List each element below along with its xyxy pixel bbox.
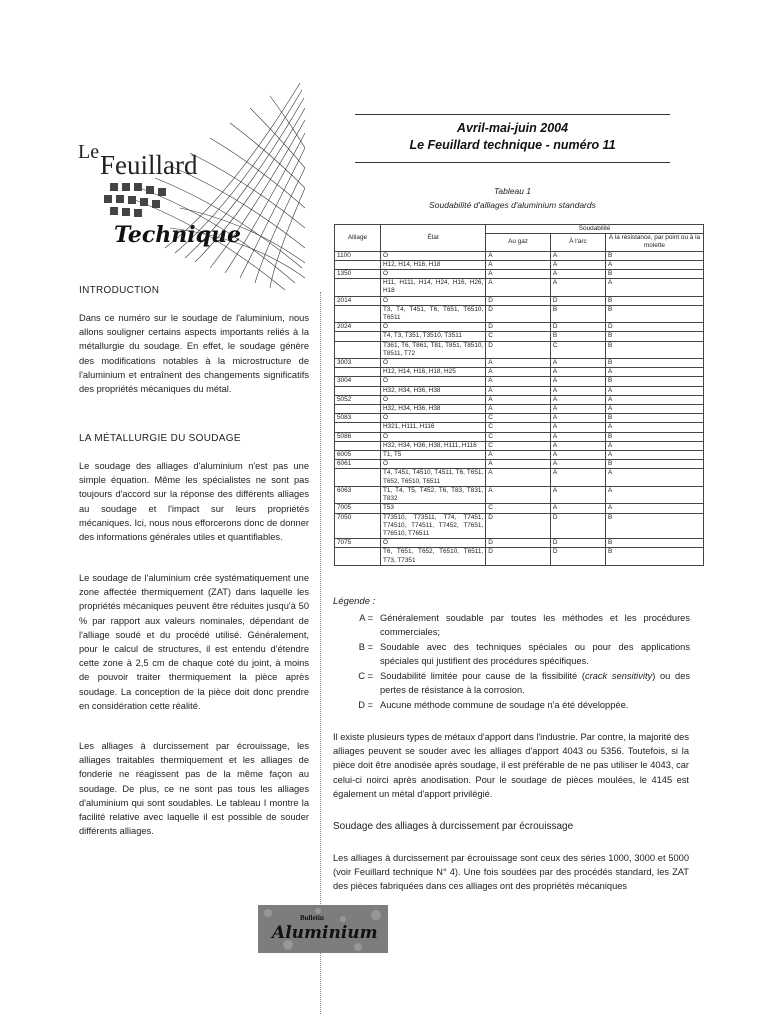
cell-state: H32, H34, H36, H38 — [380, 386, 485, 395]
cell-gaz: D — [486, 341, 551, 358]
cell-arc: A — [550, 260, 605, 269]
cell-arc: A — [550, 441, 605, 450]
cell-state: O — [380, 251, 485, 260]
col-a-larc: À l'arc — [550, 234, 605, 251]
table-row — [335, 270, 704, 279]
cell-alloy: 1100 — [335, 251, 381, 260]
cell-gaz: A — [486, 260, 551, 269]
legend-title: Légende : — [333, 596, 376, 607]
cell-state: O — [380, 377, 485, 386]
cell-alloy — [335, 332, 381, 341]
cell-gaz: D — [486, 296, 551, 305]
cell-res: B — [605, 460, 703, 469]
cell-alloy — [335, 441, 381, 450]
legend-a-text: Généralement soudable par toutes les méthodes et les procédures commerciales; — [380, 613, 690, 638]
cell-state: T1, T4, T5, T452, T6, T83, T831, T832 — [380, 486, 485, 503]
legend-d-key: D = — [358, 700, 373, 710]
legend-b — [333, 640, 693, 670]
cell-gaz: A — [486, 368, 551, 377]
cell-state: O — [380, 323, 485, 332]
table-row — [335, 441, 704, 450]
cell-alloy: 5052 — [335, 395, 381, 404]
checker-blocks — [104, 183, 166, 217]
cell-state: T4, T451, T4510, T4511, T6, T651, T652, T6510, T6511 — [380, 469, 485, 486]
cell-res: A — [605, 469, 703, 486]
cell-state: O — [380, 460, 485, 469]
wire-mesh-graphic — [130, 83, 305, 290]
table-row — [335, 332, 704, 341]
cell-gaz: A — [486, 279, 551, 296]
cell-gaz: C — [486, 423, 551, 432]
cell-res: B — [605, 539, 703, 548]
table-row — [335, 539, 704, 548]
cell-arc: A — [550, 469, 605, 486]
cell-alloy — [335, 386, 381, 395]
table-row — [335, 323, 704, 332]
cell-state: O — [380, 539, 485, 548]
cell-alloy: 3003 — [335, 359, 381, 368]
cell-gaz: D — [486, 513, 551, 539]
cell-arc: D — [550, 539, 605, 548]
logo-technique: Technique — [114, 222, 241, 248]
cell-res: B — [605, 270, 703, 279]
cell-state: O — [380, 270, 485, 279]
intro-heading: INTRODUCTION — [79, 285, 160, 296]
cell-res: A — [605, 368, 703, 377]
cell-arc: A — [550, 432, 605, 441]
cell-res: D — [605, 323, 703, 332]
cell-gaz: D — [486, 305, 551, 322]
table-row — [335, 305, 704, 322]
cell-alloy: 2014 — [335, 296, 381, 305]
cell-arc: A — [550, 395, 605, 404]
issue-date: Avril-mai-juin 2004 — [456, 121, 569, 135]
cell-state: O — [380, 395, 485, 404]
table-row — [335, 423, 704, 432]
weldability-table — [334, 224, 704, 566]
cell-arc: A — [550, 414, 605, 423]
cell-arc: A — [550, 386, 605, 395]
legend-c-text: Soudabilité limitée pour cause de la fissibilité (crack sensitivity) ou des pertes de résistance à la corrosion. — [380, 671, 691, 696]
table-row — [335, 548, 704, 565]
metallurgy-paragraph-3: Les alliages à durcissement par écrouissage, les alliages traitables thermiquement et les alliages de fonderie ne réagissent pas de la même façon au soudage. De plus, ce ne sont pas tous les alliages d'aluminium qui sont soudables. Le tableau I montre la facilité relative avec laquelle il est possible de souder différents alliages. — [79, 741, 309, 837]
cell-arc: C — [550, 341, 605, 358]
cell-state: H32, H34, H36, H38, H111, H116 — [380, 441, 485, 450]
metallurgy-paragraph-2: Le soudage de l'aluminium crée systématiquement une zone affectée thermiquement (ZAT) dans laquelle les propriétés mécaniques peuvent être réduites jusqu'à 50 % par rapport aux valeurs nominales, dépendant de l'alliage soudé et du procédé utilisé. Généralement, pour le calcul de structures, il est entendu d'étendre cette zone à 2,5 cm de chaque coté du joint, à moins de pouvoir traiter thermiquement la pièce après soudage. La conception de la pièce doit donc prendre en considération cette réalité. — [79, 573, 309, 711]
feuillard-technique-logo — [70, 78, 305, 293]
cell-res: A — [605, 260, 703, 269]
aluminium-wordmark: Aluminium — [272, 923, 378, 943]
cell-arc: D — [550, 548, 605, 565]
cell-res: A — [605, 386, 703, 395]
cell-state: T53 — [380, 504, 485, 513]
cell-arc: A — [550, 270, 605, 279]
cell-gaz: A — [486, 251, 551, 260]
header-bottom-rule — [355, 162, 670, 163]
cell-res: A — [605, 405, 703, 414]
cell-state: H32, H34, H36, H38 — [380, 405, 485, 414]
legend-d-text: Aucune méthode commune de soudage n'a été développée. — [380, 700, 629, 710]
table-row — [335, 486, 704, 503]
cell-gaz: D — [486, 548, 551, 565]
legend-c — [333, 669, 693, 699]
cell-arc: D — [550, 513, 605, 539]
table-subcaption: Soudabilité d'alliages d'aluminium standards — [429, 200, 596, 210]
cell-alloy: 7005 — [335, 504, 381, 513]
cell-gaz: C — [486, 332, 551, 341]
cell-gaz: C — [486, 504, 551, 513]
cell-res: B — [605, 305, 703, 322]
cell-res: B — [605, 377, 703, 386]
legend-b-text: Soudable avec des techniques spéciales ou pour des applications spéciales qui justifient des procédures spécifiques. — [380, 642, 690, 667]
issue-title: Le Feuillard technique - numéro 11 — [409, 138, 616, 152]
table-row — [335, 513, 704, 539]
cell-gaz: A — [486, 460, 551, 469]
cell-arc: A — [550, 279, 605, 296]
legend-a — [333, 611, 693, 641]
cell-arc: A — [550, 423, 605, 432]
cell-gaz: A — [486, 386, 551, 395]
cell-alloy: 6063 — [335, 486, 381, 503]
col-resistance: À la résistance, par point ou à la molette — [605, 234, 703, 251]
cell-alloy: 3004 — [335, 377, 381, 386]
cell-res: A — [605, 486, 703, 503]
table-row — [335, 386, 704, 395]
cell-alloy — [335, 469, 381, 486]
bulletin-aluminium-logo — [258, 905, 388, 953]
cell-res: B — [605, 548, 703, 565]
table-caption: Tableau 1 — [493, 186, 532, 196]
table-row — [335, 451, 704, 460]
cell-alloy — [335, 368, 381, 377]
table-row — [335, 414, 704, 423]
work-hardened-paragraph: Les alliages à durcissement par écrouissage sont ceux des séries 1000, 3000 et 5000 (voir Feuillard technique N° 4). Une fois soudées par des procédés standard, les ZAT des pièces fabriquées dans ces alliages ont des propriétés mécaniques — [333, 853, 689, 892]
cell-state: T3, T4, T451, T6, T651, T6510, T6511 — [380, 305, 485, 322]
cell-state: O — [380, 414, 485, 423]
table-row — [335, 395, 704, 404]
col-etat: État — [380, 225, 485, 252]
cell-arc: A — [550, 377, 605, 386]
cell-gaz: A — [486, 451, 551, 460]
col-soudabilite: Soudabilité — [486, 225, 704, 234]
cell-state: T1, T5 — [380, 451, 485, 460]
legend-d — [333, 698, 693, 714]
table-row — [335, 368, 704, 377]
cell-state: T73510, T73511, T74, T7451, T74510, T74511, T7452, T7651, T76510, T76511 — [380, 513, 485, 539]
crack-sensitivity-term: crack sensitivity — [584, 671, 653, 681]
metallurgy-heading: LA MÉTALLURGIE DU SOUDAGE — [79, 433, 241, 444]
table-row — [335, 359, 704, 368]
cell-alloy: 5083 — [335, 414, 381, 423]
cell-res: B — [605, 414, 703, 423]
bulletin-label: Bulletin — [300, 914, 324, 922]
cell-state: O — [380, 432, 485, 441]
cell-gaz: D — [486, 323, 551, 332]
cell-res: B — [605, 432, 703, 441]
cell-gaz: A — [486, 486, 551, 503]
filler-metals-paragraph: Il existe plusieurs types de métaux d'apport dans l'industrie. Par contre, la majorité des alliages peuvent se souder avec les alliages d'apport 4043 ou 5356. Toutefois, si la pièce doit être anodisée après soudage, il est préférable de ne pas utiliser le 4043, car celui-ci noirci après anodisation. Pour le soudage de pièces moulées, le 4145 est également un métal d'apport privilégié. — [333, 732, 689, 799]
cell-state: T361, T6, T861, T81, T851, T8510, T8511, T72 — [380, 341, 485, 358]
cell-state: O — [380, 296, 485, 305]
table-row — [335, 260, 704, 269]
cell-alloy — [335, 305, 381, 322]
cell-res: B — [605, 251, 703, 260]
col-au-gaz: Au gaz — [486, 234, 551, 251]
cell-state: T6, T651, T652, T6510, T6511, T73, T7351 — [380, 548, 485, 565]
table-row — [335, 279, 704, 296]
table-row — [335, 469, 704, 486]
table-row — [335, 377, 704, 386]
cell-res: A — [605, 395, 703, 404]
table-row — [335, 432, 704, 441]
cell-state: H12, H14, H16, H18, H25 — [380, 368, 485, 377]
cell-res: B — [605, 341, 703, 358]
cell-gaz: A — [486, 270, 551, 279]
table-row — [335, 341, 704, 358]
table-row — [335, 460, 704, 469]
cell-alloy — [335, 405, 381, 414]
legend-a-key: A = — [359, 613, 373, 623]
cell-res: B — [605, 296, 703, 305]
legend-b-key: B = — [358, 642, 373, 652]
cell-gaz: A — [486, 377, 551, 386]
cell-alloy: 6005 — [335, 451, 381, 460]
cell-alloy: 7050 — [335, 513, 381, 539]
cell-gaz: C — [486, 414, 551, 423]
cell-gaz: A — [486, 469, 551, 486]
cell-res: A — [605, 504, 703, 513]
cell-alloy: 1350 — [335, 270, 381, 279]
cell-res: B — [605, 513, 703, 539]
cell-gaz: A — [486, 395, 551, 404]
cell-state: T4, T3, T351, T3510, T3511 — [380, 332, 485, 341]
cell-arc: A — [550, 460, 605, 469]
cell-state: H12, H14, H16, H18 — [380, 260, 485, 269]
cell-arc: A — [550, 359, 605, 368]
cell-arc: A — [550, 368, 605, 377]
cell-arc: A — [550, 405, 605, 414]
cell-arc: B — [550, 305, 605, 322]
work-hardened-subheading: Soudage des alliages à durcissement par écrouissage — [333, 821, 574, 832]
cell-alloy: 6061 — [335, 460, 381, 469]
cell-res: A — [605, 451, 703, 460]
cell-alloy: 7075 — [335, 539, 381, 548]
cell-arc: D — [550, 323, 605, 332]
cell-arc: B — [550, 332, 605, 341]
cell-alloy: 5086 — [335, 432, 381, 441]
logo-feuillard: Feuillard — [100, 150, 198, 180]
cell-state: H11, H111, H14, H24, H16, H26, H18 — [380, 279, 485, 296]
table-row — [335, 504, 704, 513]
cell-arc: A — [550, 451, 605, 460]
table-row — [335, 405, 704, 414]
cell-gaz: A — [486, 405, 551, 414]
cell-arc: A — [550, 251, 605, 260]
table-row — [335, 296, 704, 305]
intro-paragraph: Dans ce numéro sur le soudage de l'aluminium, nous allons souligner certains aspects importants reliés à la métallurgie du soudage. En effet, le soudage génère des modifications notables à la microstructure de l'aluminium et entraînent des changements significatifs des propriétés mécaniques du métal. — [79, 313, 309, 395]
cell-res: A — [605, 423, 703, 432]
header-top-rule — [355, 114, 670, 115]
cell-res: A — [605, 279, 703, 296]
cell-state: H321, H111, H116 — [380, 423, 485, 432]
cell-alloy — [335, 260, 381, 269]
cell-alloy — [335, 341, 381, 358]
cell-gaz: A — [486, 359, 551, 368]
cell-gaz: C — [486, 441, 551, 450]
table-row — [335, 251, 704, 260]
cell-alloy — [335, 548, 381, 565]
cell-arc: D — [550, 296, 605, 305]
cell-alloy — [335, 279, 381, 296]
col-alliage: Alliage — [335, 225, 381, 252]
cell-res: B — [605, 332, 703, 341]
cell-gaz: C — [486, 432, 551, 441]
metallurgy-paragraph-1: Le soudage des alliages d'aluminium n'est pas une simple équation. Même les spécialistes ne sont pas toujours d'accord sur la réponse des différents alliages au soudage et l'impact sur leurs propriétés mécaniques. Ici, nous nous efforcerons donc de donner des informations générales utiles et quantifiables. — [79, 461, 309, 543]
cell-state: O — [380, 359, 485, 368]
cell-alloy: 2024 — [335, 323, 381, 332]
cell-res: A — [605, 441, 703, 450]
cell-res: B — [605, 359, 703, 368]
legend-c-key: C = — [358, 671, 373, 681]
cell-arc: A — [550, 504, 605, 513]
cell-gaz: D — [486, 539, 551, 548]
cell-arc: A — [550, 486, 605, 503]
cell-alloy — [335, 423, 381, 432]
logo-le: Le — [78, 141, 100, 163]
